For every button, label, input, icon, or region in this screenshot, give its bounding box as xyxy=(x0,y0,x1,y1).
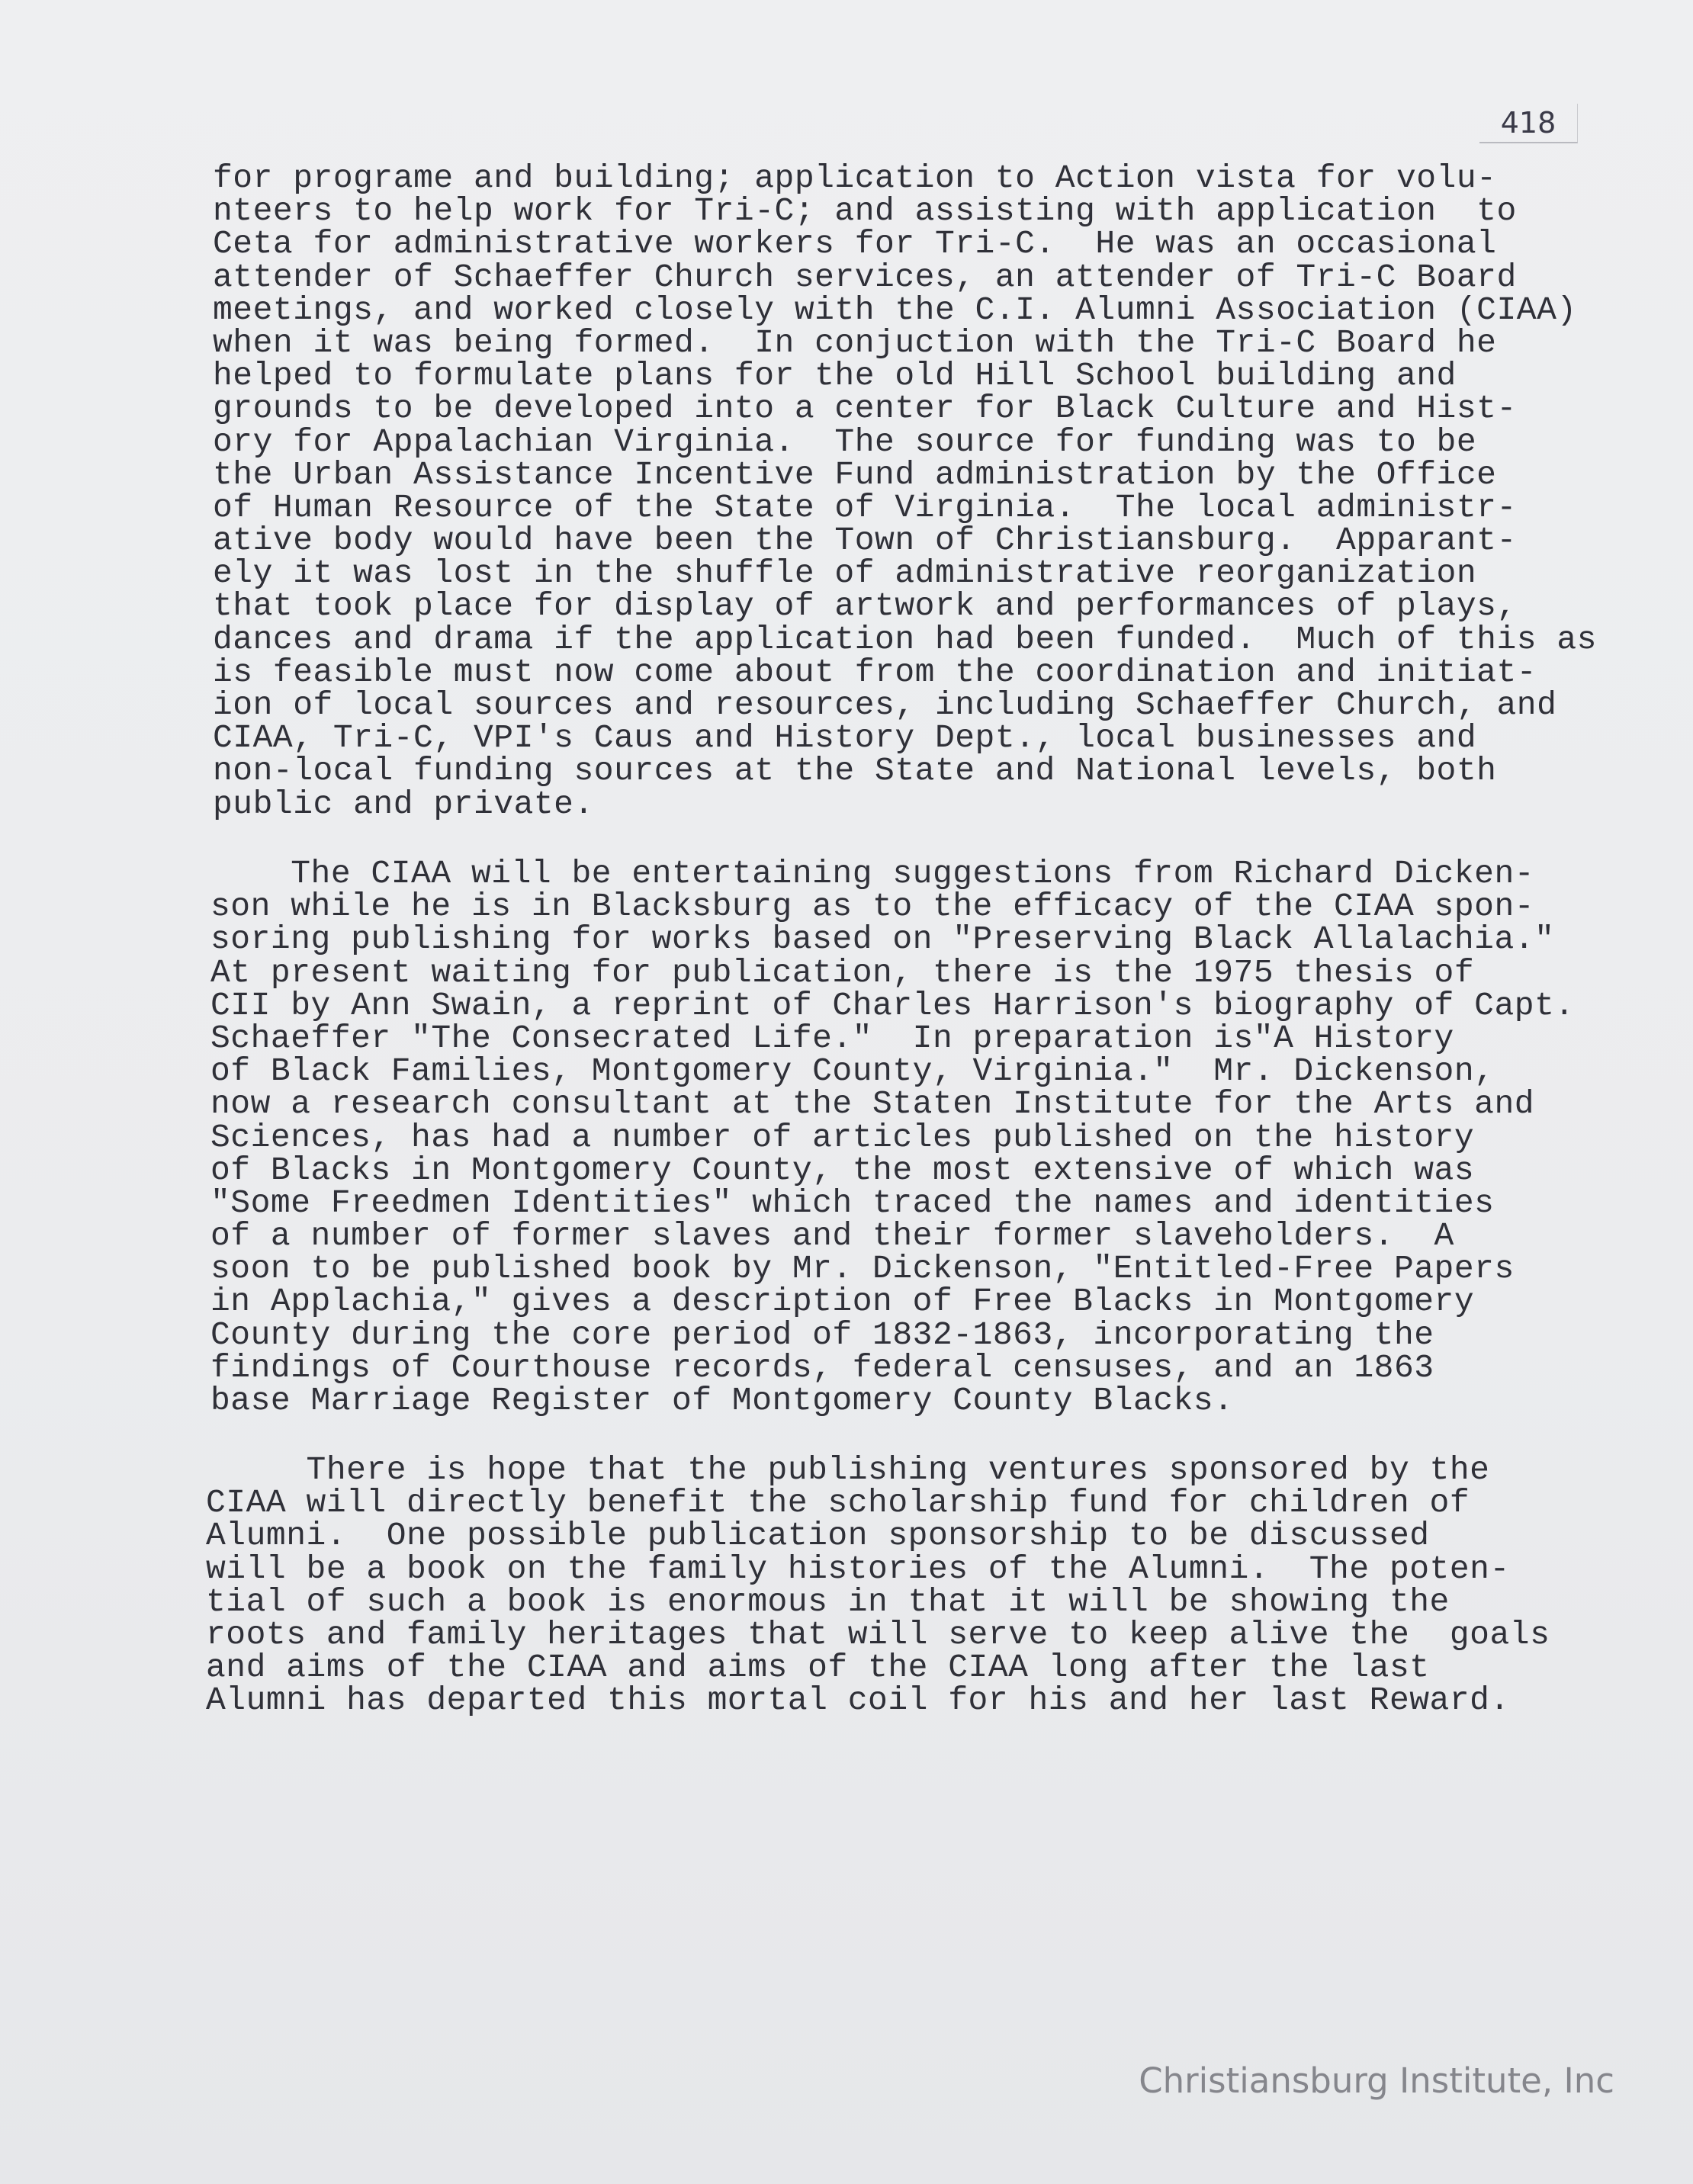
text-line: of Black Families, Montgomery County, Virginia." Mr. Dickenson, xyxy=(210,1052,1495,1090)
text-line: helped to formulate plans for the old Hill School building and xyxy=(213,357,1457,395)
text-line: "Some Freedmen Identities" which traced the names and identities xyxy=(210,1184,1495,1222)
text-line: CIAA will directly benefit the scholarship fund for children of xyxy=(206,1484,1470,1522)
text-line: County during the core period of 1832-1863, incorporating the xyxy=(210,1315,1434,1354)
watermark-christiansburg-institute: Christiansburg Institute, Inc xyxy=(1139,2060,1614,2101)
text-line: ion of local sources and resources, including Schaeffer Church, and xyxy=(213,686,1557,724)
text-line: will be a book on the family histories of the Alumni. The poten- xyxy=(206,1550,1510,1588)
text-line: meetings, and worked closely with the C.I. Alumni Association (CIAA) xyxy=(213,291,1577,329)
text-line: base Marriage Register of Montgomery County Blacks. xyxy=(210,1382,1234,1419)
text-line: grounds to be developed into a center for Black Culture and Hist- xyxy=(213,390,1517,428)
text-line: nteers to help work for Tri-C; and assisting with application to xyxy=(213,192,1517,230)
text-line: The CIAA will be entertaining suggestions from Richard Dicken- xyxy=(210,855,1535,892)
text-line: Sciences, has had a number of articles published on the history xyxy=(210,1118,1475,1156)
text-line: for programe and building; application to Action vista for volu- xyxy=(213,159,1497,197)
text-line: ely it was lost in the shuffle of administrative reorganization xyxy=(213,554,1477,593)
text-line: non-local funding sources at the State and National levels, both xyxy=(213,752,1497,790)
text-line: dances and drama if the application had been funded. Much of this as xyxy=(213,620,1597,658)
text-line: public and private. xyxy=(213,785,594,823)
page-number: 418 xyxy=(1479,104,1578,143)
text-line: and aims of the CIAA and aims of the CIAA long after the last xyxy=(206,1649,1430,1687)
text-line: of a number of former slaves and their former slaveholders. A xyxy=(210,1217,1454,1255)
text-line: Alumni. One possible publication sponsorship to be discussed xyxy=(206,1517,1430,1555)
text-line: At present waiting for publication, there is the 1975 thesis of xyxy=(210,953,1475,991)
text-line: of Blacks in Montgomery County, the most extensive of which was xyxy=(210,1151,1475,1189)
text-line: CIAA, Tri-C, VPI's Caus and History Dept., local businesses and xyxy=(213,719,1477,757)
text-line: There is hope that the publishing ventures sponsored by the xyxy=(206,1451,1490,1489)
text-line: CII by Ann Swain, a reprint of Charles Harrison's biography of Capt. xyxy=(210,986,1575,1024)
text-line: Alumni has departed this mortal coil for his and her last Reward. xyxy=(206,1681,1510,1720)
text-line: tial of such a book is enormous in that it will be showing the xyxy=(206,1582,1450,1620)
text-line: son while he is in Blacksburg as to the efficacy of the CIAA spon- xyxy=(210,888,1535,926)
text-line: Ceta for administrative workers for Tri-C. He was an occasional xyxy=(213,225,1497,263)
paragraph-tri-c-history xyxy=(213,159,1597,823)
text-line: is feasible must now come about from the coordination and initiat- xyxy=(213,653,1537,691)
text-line: soring publishing for works based on "Preserving Black Allalachia." xyxy=(210,920,1555,959)
text-line: Schaeffer "The Consecrated Life." In preparation is"A History xyxy=(210,1019,1454,1057)
text-line: when it was being formed. In conjuction with the Tri-C Board he xyxy=(213,323,1497,361)
text-line: ory for Appalachian Virginia. The source for funding was to be xyxy=(213,422,1477,461)
text-line: ative body would have been the Town of Christiansburg. Apparant- xyxy=(213,522,1517,560)
text-line: in Applachia," gives a description of Free Blacks in Montgomery xyxy=(210,1283,1475,1321)
text-line: of Human Resource of the State of Virginia. The local administr- xyxy=(213,488,1517,526)
text-line: soon to be published book by Mr. Dickenson, "Entitled-Free Papers xyxy=(210,1250,1515,1288)
text-line: the Urban Assistance Incentive Fund administration by the Office xyxy=(213,455,1497,493)
text-line: that took place for display of artwork and performances of plays, xyxy=(213,587,1517,625)
text-line: attender of Schaeffer Church services, an attender of Tri-C Board xyxy=(213,258,1517,296)
text-line: findings of Courthouse records, federal censuses, and an 1863 xyxy=(210,1348,1434,1386)
paragraph-scholarship-fund xyxy=(206,1451,1550,1720)
text-line: now a research consultant at the Staten Institute for the Arts and xyxy=(210,1085,1535,1123)
paragraph-dickenson-publications xyxy=(210,857,1575,1417)
text-line: roots and family heritages that will serve to keep alive the goals xyxy=(206,1615,1550,1653)
